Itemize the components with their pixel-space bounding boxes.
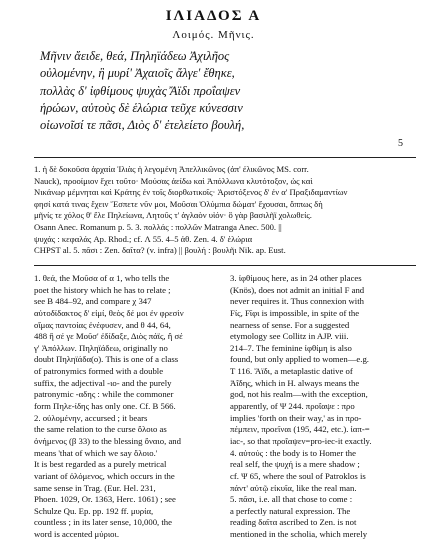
apparatus-line: CHPST al. 5. πᾶσι : Zen. δαῖτα? (v. infra) || βουλή : βουλῆι Nik. ap. Eust. [34,245,286,256]
commentary-line: see B 484–92, and compare χ 347 [34,296,152,307]
commentary-line: real self, the ψυχή is a mere shadow ; [230,459,360,470]
book-subtitle: Λοιμός. Μῆνις. [172,29,255,41]
page-title: ΙΛΙΑΔΟΣ Α [165,8,262,24]
commentary-line: countless ; in its later sense, 10,000, the [34,517,173,528]
commentary-line: etymology see Collitz in AJP. viii. [230,331,349,342]
commentary-line: found, but only applied to women—e.g. [230,354,369,365]
verse-line: οὐλομένην, ἣ μυρί' Ἀχαιοῖς ἄλγε' ἔθηκε, [40,66,235,81]
commentary-line: (Knös), does not admit an initial F and [230,284,365,295]
verse-line: πολλὰς δ' ἰφθίμους ψυχὰς Ἄϊδι προΐαψεν [40,83,241,98]
commentary-line: poet the history which he has to relate ; [34,284,171,295]
verse-line: ἡρώων, αὐτοὺς δὲ ἑλώρια τεῦχε κύνεσσιν [40,100,243,115]
commentary-line: Phoen. 1029, Or. 1363, Herc. 1061) ; see [34,494,176,505]
commentary-line: γ' Ἀπόλλων. Πηληϊάδεω, originally no [34,342,168,353]
commentary-line: Schulze Qu. Ep. pp. 192 ff. μυρία, [34,505,154,516]
commentary-line: 3. ἰφθίμους here, as in 24 other places [230,273,362,283]
commentary-line: T 116. Ἄϊδι, a metaplastic dative of [230,366,353,377]
commentary-line: nearness of sense. For a suggested [230,319,350,330]
commentary-line: ὀνήμενος (β 33) to the blessing ὄναιο, and [34,435,181,446]
commentary-line: iac-, so that προΐαψεν=pro-iec-it exactly. [230,435,372,446]
commentary-line: οἴμας παντοίας ἐνέφυσεν, and θ 44, 64, [34,319,171,330]
divider [34,157,416,158]
commentary-line: suffix, the adjectival -ιο- and the purely [34,377,172,388]
commentary-line: the same relation to the curse ὄλοιο as [34,424,167,435]
commentary-line: 1. θεά, the Μοῦσα of α 1, who tells the [34,273,170,283]
commentary-line: apparently, of Ψ 244. προΐαψε : προ [230,401,355,412]
commentary-line: of patronymics formed with a double [34,366,164,377]
commentary-line: 4. αὐτούς : the body is to Homer the [230,447,357,458]
critical-apparatus [34,164,416,257]
verse-line: οἰωνοῖσί τε πᾶσι, Διὸς δ' ἐτελείετο βουλή, [40,118,245,133]
divider [34,265,416,266]
commentary-line: mentioned in the scholia, which merely [230,529,368,540]
commentary-line: word is accented μύριοι. [34,529,120,540]
apparatus-line: 1. ἡ δὲ δοκοῦσα ἀρχαία Ἰλιὰς ἡ λεγομένη Ἀπελλικῶνος (ἀπ' ἐλικῶνος MS. corr. [34,164,309,174]
commentary-line: It is best regarded as a purely metrical [34,459,167,470]
commentary-line: same sense in Trag. (Eur. Hel. 231, [34,482,156,493]
apparatus-line: ψυχάς : κεφαλάς Ap. Rhod.; cf. Λ 55. 4–5 ἀθ. Zen. 4. δ' ἑλώρια [34,233,253,244]
apparatus-line: Osann Anec. Romanum p. 5. 3. πολλάς : πολλῶν Matranga Anec. 500. || [34,221,282,232]
apparatus-line: Νικάνωρ μέμνηται καὶ Κράτης ἐν τοῖς διορθωτικοῖς· Ἀριστόξενος δ' ἐν α' Πραξιδαμαντίων [34,187,348,198]
commentary-line: Ἀΐδης, which in H. always means the [230,377,360,388]
commentary-line: αὐτοδίδακτος δ' εἰμί, θεὸς δέ μοι ἐν φρεσὶν [34,307,184,318]
apparatus-line: μῆνίς τε χόλος θ' ἔλε Πηλείωνα, Λητοῦς τ' ἀγλαὸν υἱόν· ὃ γὰρ βασιλῆϊ χολωθείς. [34,210,312,221]
verse-line: Μῆνιν ἄειδε, θεά, Πηληϊάδεω Ἀχιλῆος [40,49,230,63]
commentary-line: 2. οὐλομένην, accursed ; it bears [34,412,148,423]
commentary-line: πάντ' αὐτῷ εἰκυῖα, like the real man. [230,482,357,493]
line-number: 5 [398,138,403,149]
commentary-line: 488 ἢ σέ γε Μοῦσ' ἐδίδαξε, Διὸς πάϊς, ἢ σέ [34,331,183,342]
commentary-line: cf. Ψ 65, where the soul of Patroklos is [230,470,366,481]
commentary-line: patronymic -αδης : while the commoner [34,389,174,400]
commentary-line: implies 'forth on their way,' as in προ- [230,412,362,423]
commentary-line: doubt Πηληϊάδα(ο). This is one of a class [34,354,179,365]
commentary-line: form Πηλε-ίδης has only one. Cf. B 566. [34,401,176,412]
commentary-line: reading δαῖτα ascribed to Zen. is not [230,517,357,528]
commentary-line: a perfectly natural expression. The [230,505,351,516]
commentary-line: πέμπειν, προεῖναι (195, 442, etc.). ἰαπ-= [230,424,370,435]
commentary-line: 214–7. The feminine ἰφθίμη is also [230,342,352,353]
greek-verse [40,48,400,134]
commentary-right-column [230,273,416,541]
commentary-line: Fίς, Fῖφι is impossible, in spite of the [230,307,360,318]
commentary-line: 5. πᾶσι, i.e. all that chose to come : [230,494,353,505]
commentary-line: god, not his realm—with the exception, [230,389,368,400]
commentary-left-column [34,273,220,541]
apparatus-line: φησί κατά τινας ἔχειν Ἔσπετε νῦν μοι, Μοῦσαι Ὀλύμπια δώματ' ἔχουσαι, ὅππως δὴ [34,198,323,209]
commentary-line: means 'that of which we say ὄλοιο.' [34,447,158,458]
commentary-line: never requires it. Thus connexion with [230,296,364,307]
apparatus-line: Nauck), προοίμιον ἔχει τοῦτο· Μούσας ἀείδω καὶ Ἀπόλλωνα κλυτότοξον, ὡς καὶ [34,175,313,186]
commentary-line: variant of ὀλόμενος, which occurs in the [34,470,175,481]
